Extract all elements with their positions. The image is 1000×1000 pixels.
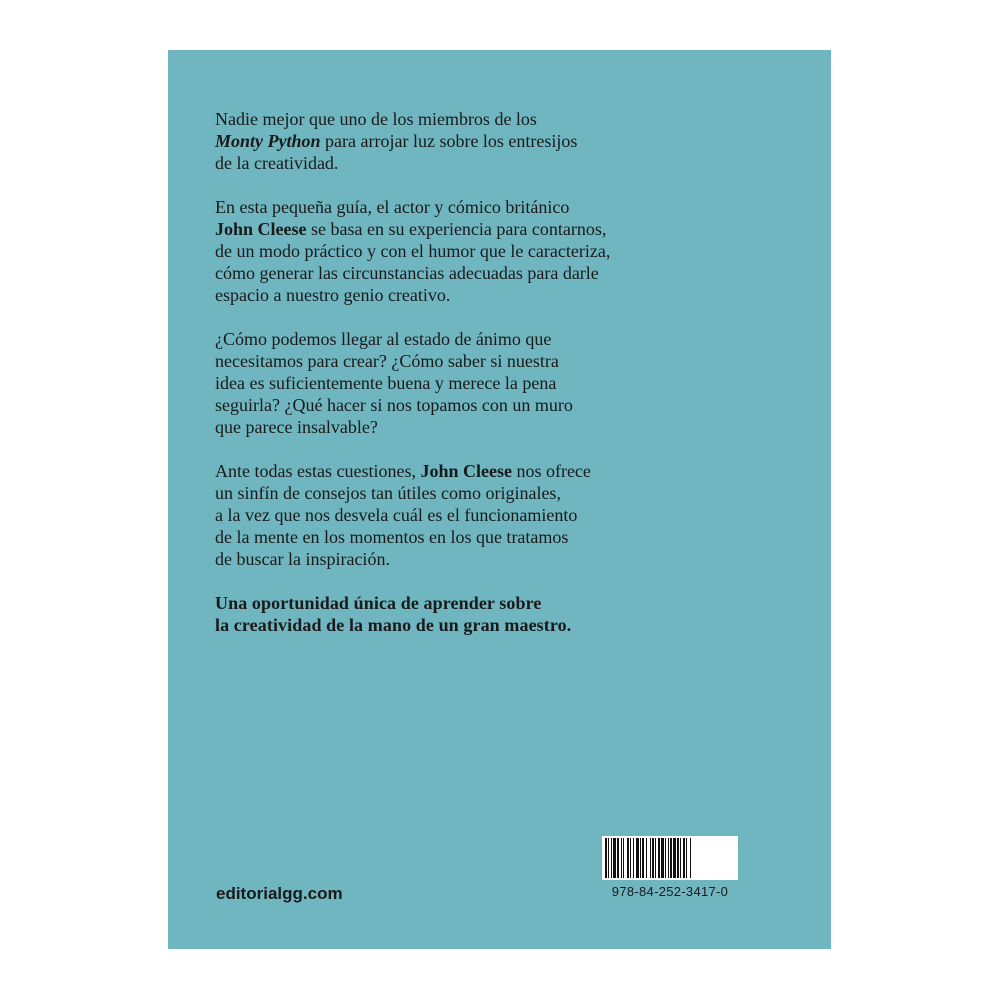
blurb-line: a la vez que nos desvela cuál es el funcionamiento (215, 505, 578, 525)
blurb-line: espacio a nuestro genio creativo. (215, 285, 451, 305)
monty-python-emphasis: Monty Python (215, 131, 321, 151)
barcode-bar (661, 838, 664, 878)
author-name-emphasis: John Cleese (215, 219, 307, 239)
blurb-line: de un modo práctico y con el humor que le caracteriza, (215, 241, 611, 261)
barcode-bar (623, 838, 624, 878)
barcode-bar (650, 838, 651, 878)
blurb-line: Una oportunidad única de aprender sobre (215, 593, 542, 613)
barcode-bar (677, 838, 679, 878)
isbn-number: 978-84-252-3417-0 (611, 884, 729, 899)
barcode-bar (633, 838, 634, 878)
barcode-bar (655, 838, 656, 878)
barcode-bar (673, 838, 676, 878)
blurb-line: necesitamos para crear? ¿Cómo saber si nuestra (215, 351, 559, 371)
blurb-line: de buscar la inspiración. (215, 549, 390, 569)
barcode-bar (646, 838, 647, 878)
barcode-icon (602, 836, 738, 880)
blurb-line: que parece insalvable? (215, 417, 378, 437)
author-name-emphasis: John Cleese (420, 461, 512, 481)
blurb-paragraph-4 (215, 460, 795, 570)
blurb-line: la creatividad de la mano de un gran maestro. (215, 615, 572, 635)
blurb-line: cómo generar las circunstancias adecuadas para darle (215, 263, 599, 283)
barcode-bar (690, 838, 691, 878)
barcode-bar (670, 838, 672, 878)
barcode-bar (605, 838, 607, 878)
blurb-line: ¿Cómo podemos llegar al estado de ánimo que (215, 329, 552, 349)
barcode-block (602, 836, 738, 899)
blurb-line: de la creatividad. (215, 153, 339, 173)
barcode-bar (636, 838, 639, 878)
barcode-bar (665, 838, 666, 878)
blurb-line-rest: nos ofrece (511, 461, 591, 481)
blurb-line: seguirla? ¿Qué hacer si nos topamos con un muro (215, 395, 573, 415)
blurb-line (215, 218, 795, 240)
blurb-closing-statement (215, 592, 795, 636)
barcode-bar (668, 838, 669, 878)
back-cover (168, 50, 831, 949)
blurb-line (215, 130, 795, 152)
barcode-bar (611, 838, 612, 878)
barcode-bar (642, 838, 644, 878)
publisher-website: editorialgg.com (216, 884, 343, 903)
barcode-bar (680, 838, 681, 878)
barcode-bar (630, 838, 631, 878)
blurb-line: idea es suficientemente buena y merece la pena (215, 373, 557, 393)
blurb-line-pre: Ante todas estas cuestiones, (215, 461, 421, 481)
barcode-bar (613, 838, 616, 878)
blurb-paragraph-2 (215, 196, 795, 306)
blurb-line: un sinfín de consejos tan útiles como originales, (215, 483, 561, 503)
barcode-bar (617, 838, 619, 878)
barcode-bar (608, 838, 609, 878)
blurb-line: Nadie mejor que uno de los miembros de los (215, 109, 537, 129)
barcode-bar (627, 838, 629, 878)
barcode-bar (652, 838, 654, 878)
blurb-line-rest: para arrojar luz sobre los entresijos (320, 131, 578, 151)
blurb-paragraph-1 (215, 108, 795, 174)
barcode-bar (640, 838, 641, 878)
blurb (215, 108, 795, 658)
barcode-bar (621, 838, 622, 878)
blurb-line: En esta pequeña guía, el actor y cómico británico (215, 197, 570, 217)
blurb-line: de la mente en los momentos en los que tratamos (215, 527, 569, 547)
blurb-line (215, 460, 795, 482)
blurb-paragraph-3 (215, 328, 795, 438)
blurb-line-rest: se basa en su experiencia para contarnos, (306, 219, 607, 239)
barcode-bar (683, 838, 685, 878)
barcode-bar (658, 838, 660, 878)
barcode-bar (686, 838, 687, 878)
